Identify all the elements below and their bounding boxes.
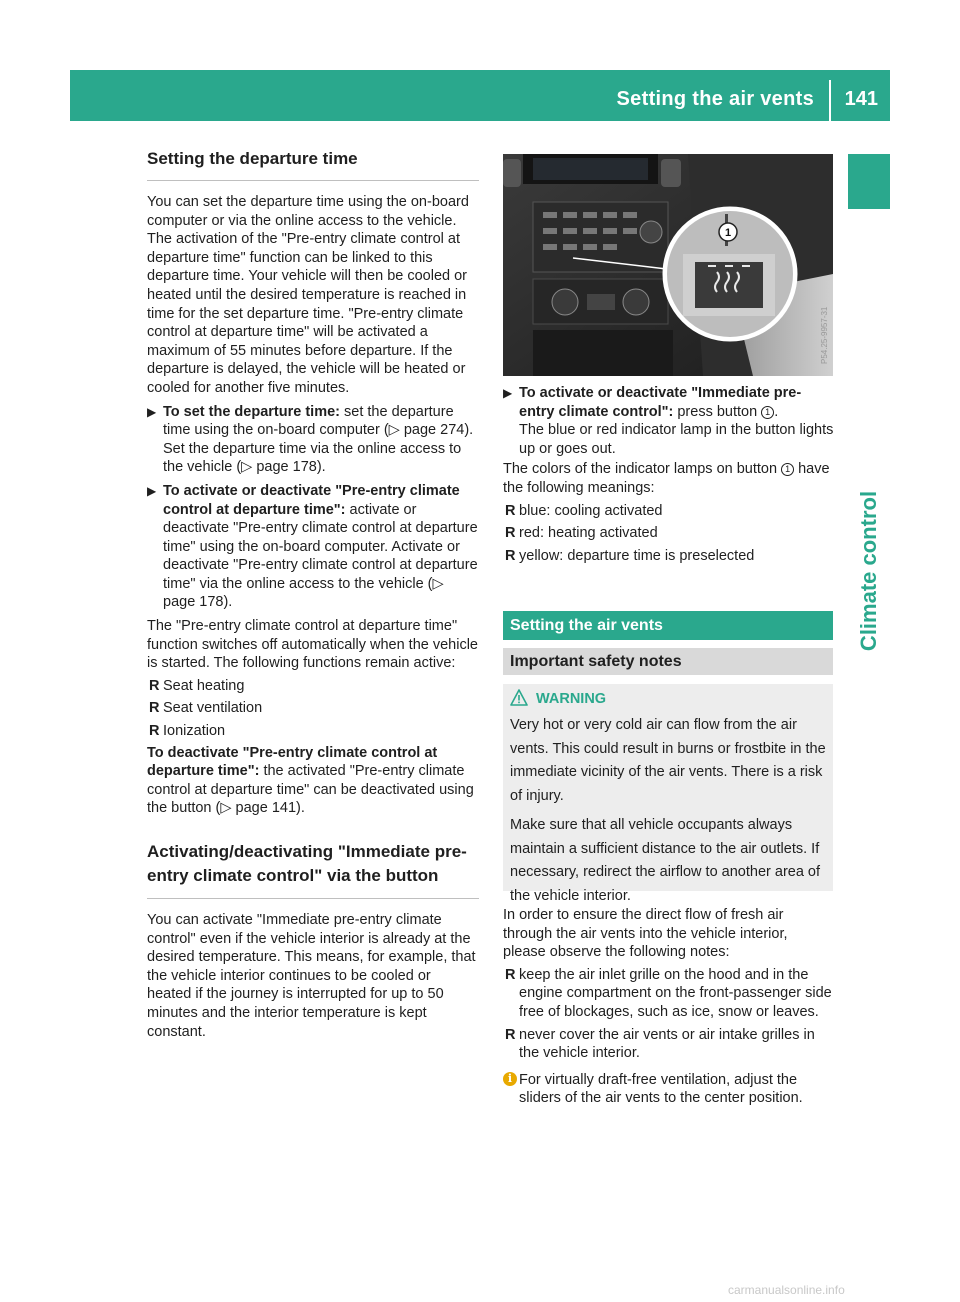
heading-rule — [147, 180, 479, 181]
warning-icon — [510, 689, 528, 706]
page-number: 141 — [844, 88, 878, 110]
image-code: P54.25-9957-31 — [820, 306, 829, 364]
list-item-text: Ionization — [163, 723, 226, 740]
bullet-icon: R — [505, 502, 516, 519]
deactivate-text: the activated "Pre-entry climate control at departure time" can be deactivated using the button (▷ page 141). — [147, 763, 474, 817]
colors-text-end: have the following meanings: — [503, 461, 830, 496]
info-note — [503, 1071, 834, 1108]
colors-text: The colors of the indicator lamps on button — [503, 461, 782, 478]
functions-paragraph: The "Pre-entry climate control at departure time" function switches off automatically when the vehicle is started. The following functions remain active: — [147, 618, 478, 672]
footer-watermark: carmanualsonline.info — [728, 1283, 845, 1297]
step-arrow-icon: ▶ — [147, 404, 157, 419]
list-item — [147, 722, 479, 741]
warning-title — [510, 688, 827, 710]
step-text: set the departure time using the on-board computer (▷ page 274). Set the departure time via the online access to the vehicle (▷ page 178). — [163, 403, 474, 476]
list-item-text: never cover the air vents or air intake grilles in the vehicle interior. — [519, 1026, 815, 1062]
step-text: activate or deactivate "Pre-entry climate control at departure time" using the on-board computer. Activate or deactivate "Pre-entry climate control at departure time" via the online access to the vehicle (▷ page 178). — [163, 501, 478, 611]
list-item-text: blue: cooling activated — [519, 502, 663, 519]
list-item — [147, 677, 479, 696]
button-number-badge: 1 — [781, 463, 794, 476]
list-item-text: Seat heating — [163, 677, 245, 694]
step-lead: To activate or deactivate "Immediate pre-entry climate control": — [519, 385, 802, 420]
bullet-icon: R — [149, 723, 160, 740]
step-lead: To activate or deactivate "Pre-entry climate control at departure time": — [163, 482, 460, 518]
step-result: The blue or red indicator lamp in the button lights up or goes out. — [519, 422, 834, 457]
deactivate-lead: To deactivate "Pre-entry climate control at departure time": — [147, 744, 438, 780]
list-item-text: Seat ventilation — [163, 700, 263, 717]
bullet-icon: R — [149, 700, 160, 717]
intro-paragraph: You can set the departure time using the on-board computer or via the online access to the vehicle. The activation of the "Pre-entry climate control at departure time" function can be linked to this departure time. Your vehicle will then be cooled or heated until the desired temperature is reached in time for the set departure time. "Pre-entry climate control at departure time" will be activated a maximum of 55 minutes before departure. If the departure is delayed, the vehicle will be heated or cooled for another five minutes. — [147, 194, 469, 396]
heading-rule — [147, 898, 479, 899]
colors-paragraph — [503, 460, 834, 497]
list-item — [503, 1026, 834, 1063]
console-illustration — [503, 154, 833, 376]
info-icon: i — [503, 1072, 517, 1086]
list-item — [503, 524, 834, 543]
bullet-icon: R — [505, 1026, 516, 1043]
step-immediate-button — [503, 384, 834, 458]
header-divider — [829, 80, 831, 121]
deactivate-paragraph — [147, 744, 479, 818]
side-tab-label: Climate control — [856, 490, 881, 652]
list-item — [503, 502, 834, 521]
warning-paragraph: Very hot or very cold air can flow from the air vents. This could result in burns or frostbite in the immediate vicinity of the air vents. There is a risk of injury. — [510, 717, 826, 804]
bullet-icon: R — [505, 525, 516, 542]
notes-intro: In order to ensure the direct flow of fresh air through the air vents into the vehicle interior, please observe the following notes: — [503, 907, 788, 961]
notes-section — [503, 906, 834, 1108]
heading-immediate-preentry: Activating/deactivating "Immediate pre-entry climate control" via the button — [147, 842, 467, 885]
info-text: For virtually draft-free ventilation, adjust the sliders of the air vents to the center position. — [519, 1071, 803, 1107]
warning-paragraph: Make sure that all vehicle occupants always maintain a sufficient distance to the air outlets. If necessary, redirect the airflow to another area of the vehicle interior. — [510, 817, 821, 904]
warning-box — [503, 684, 833, 904]
list-item-text: yellow: departure time is preselected — [519, 547, 755, 564]
immediate-paragraph: You can activate "Immediate pre-entry climate control" even if the vehicle interior is already at the desired temperature. This means, for example, that the vehicle interior continues to be cooled or heated if the journey is interrupted for up to 50 minutes and the interior temperature is kept constant. — [147, 912, 476, 1040]
step-arrow-icon: ▶ — [503, 386, 513, 400]
list-item — [503, 547, 834, 566]
heading-departure-time: Setting the departure time — [147, 149, 358, 168]
step-text-end: . — [774, 403, 779, 420]
bullet-icon: R — [505, 547, 516, 564]
list-item — [147, 699, 479, 718]
list-item-text: keep the air inlet grille on the hood and in the engine compartment on the front-passenger side free of blockages, such as ice, snow or leaves. — [519, 966, 832, 1020]
left-column — [147, 148, 479, 1041]
callout-number: 1 — [724, 227, 732, 239]
console-photo — [503, 154, 833, 376]
bullet-icon: R — [505, 966, 516, 983]
step-activate-departure — [147, 482, 479, 612]
list-item — [503, 966, 834, 1022]
side-tab-marker — [848, 154, 890, 209]
bullet-icon: R — [149, 677, 160, 694]
section-heading: Setting the air vents — [503, 611, 833, 640]
button-number-badge: 1 — [761, 406, 774, 419]
side-tab — [848, 481, 890, 661]
subsection-heading: Important safety notes — [503, 648, 833, 675]
step-set-departure — [147, 403, 479, 477]
warning-title-text: WARNING — [536, 691, 607, 707]
step-lead: To set the departure time: — [163, 403, 340, 420]
header-title: Setting the air vents — [616, 88, 814, 110]
right-column — [503, 384, 834, 565]
list-item-text: red: heating activated — [519, 525, 658, 542]
step-text: press button — [673, 403, 762, 420]
header-bar — [70, 70, 890, 121]
step-arrow-icon: ▶ — [147, 483, 157, 498]
